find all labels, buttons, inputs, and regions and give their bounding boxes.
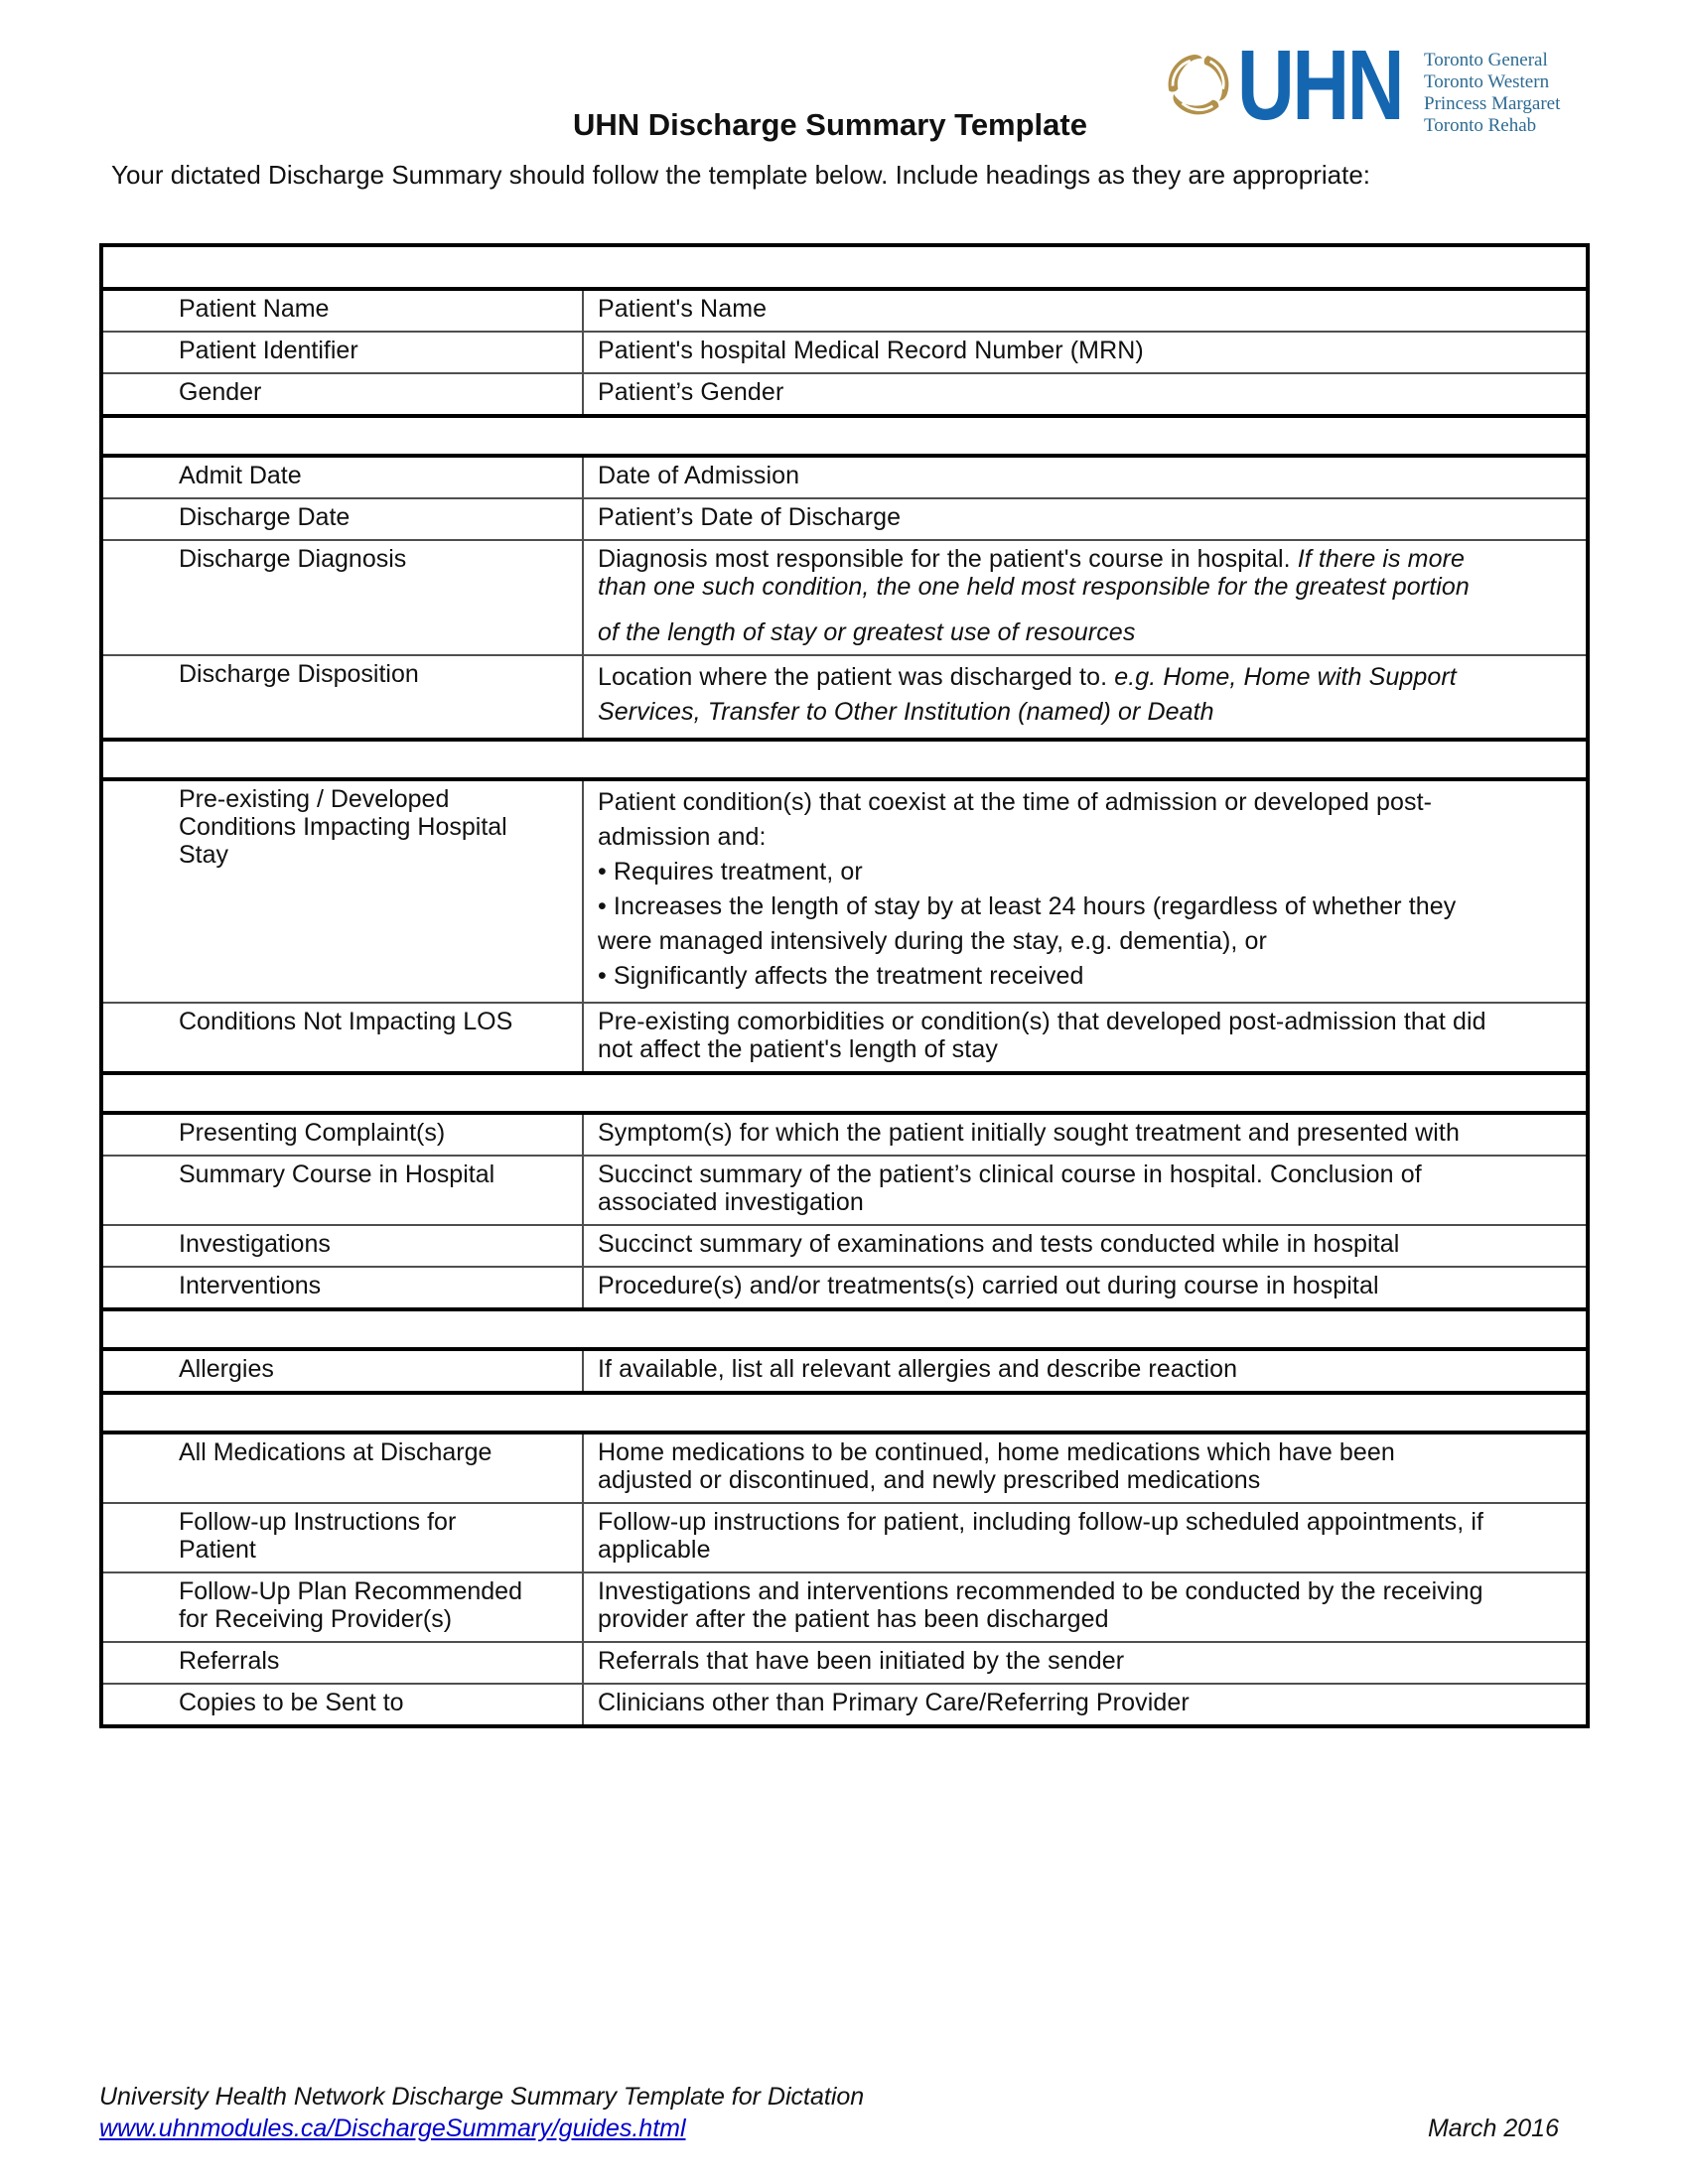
- row-label-cell: Follow-up Instructions for Patient: [103, 1504, 584, 1571]
- row-description-cell: [584, 458, 1586, 497]
- row-label-cell: All Medications at Discharge: [103, 1434, 584, 1502]
- hospital-name-item: Princess Margaret: [1424, 93, 1561, 114]
- uhn-acronym: UHN: [1237, 30, 1403, 141]
- table-row: [103, 331, 1586, 372]
- table-row: [103, 1431, 1586, 1502]
- description-paragraph: Patient’s Gender: [598, 378, 784, 406]
- row-label-cell: Allergies: [103, 1351, 584, 1391]
- description-paragraph: If available, list all relevant allergies and describe reaction: [598, 1355, 1238, 1383]
- table-row: [103, 1571, 1586, 1641]
- row-description-cell: [584, 1157, 1586, 1224]
- row-label-cell: Conditions Not Impacting LOS: [103, 1004, 584, 1071]
- table-row: [103, 287, 1586, 331]
- row-label-cell: Summary Course in Hospital: [103, 1157, 584, 1224]
- description-paragraph: Location where the patient was discharged to. e.g. Home, Home with Support Services, Transfer to Other Institution (named) or Death: [598, 663, 1457, 726]
- row-description-cell: [584, 1115, 1586, 1155]
- footer-date: March 2016: [1427, 2115, 1559, 2142]
- row-description-cell: [584, 781, 1586, 1002]
- description-paragraph: of the length of stay or greatest use of resources: [598, 618, 1136, 646]
- table-row: [103, 1683, 1586, 1724]
- row-label-cell: Follow-Up Plan Recommended for Receiving Provider(s): [103, 1573, 584, 1641]
- row-label-cell: Admit Date: [103, 458, 584, 497]
- row-description-cell: [584, 1643, 1586, 1683]
- row-label-cell: Referrals: [103, 1643, 584, 1683]
- table-row: [103, 654, 1586, 738]
- description-paragraph: • Increases the length of stay by at least 24 hours (regardless of whether they were managed intensively during the stay, e.g. dementia), or: [598, 892, 1457, 955]
- page-title: UHN Discharge Summary Template: [573, 107, 1087, 142]
- description-paragraph: • Requires treatment, or: [598, 858, 863, 886]
- description-paragraph: Pre-existing comorbidities or condition(s) that developed post-admission that did not affect the patient's length of stay: [598, 1008, 1486, 1063]
- table-spacer-row: [103, 247, 1586, 287]
- table-spacer-row: [103, 738, 1586, 777]
- row-description-cell: [584, 499, 1586, 539]
- row-label-cell: Interventions: [103, 1268, 584, 1307]
- row-label-cell: Copies to be Sent to: [103, 1685, 584, 1724]
- row-description-cell: [584, 656, 1586, 738]
- row-description-cell: [584, 1226, 1586, 1266]
- description-paragraph: Investigations and interventions recommended to be conducted by the receiving provider after the patient has been discharged: [598, 1577, 1483, 1633]
- table-row: [103, 372, 1586, 414]
- footer: [99, 2081, 864, 2144]
- description-paragraph: Follow-up instructions for patient, including follow-up scheduled appointments, if applicable: [598, 1508, 1484, 1564]
- description-paragraph: Clinicians other than Primary Care/Referring Provider: [598, 1689, 1190, 1716]
- description-paragraph: Succinct summary of examinations and tests conducted while in hospital: [598, 1230, 1400, 1258]
- row-label-cell: Patient Identifier: [103, 333, 584, 372]
- row-description-cell: [584, 1268, 1586, 1307]
- description-paragraph: • Significantly affects the treatment received: [598, 962, 1084, 990]
- table-row: [103, 777, 1586, 1002]
- description-paragraph: Referrals that have been initiated by the sender: [598, 1647, 1125, 1675]
- table-row: [103, 1641, 1586, 1683]
- description-paragraph: Procedure(s) and/or treatments(s) carried out during course in hospital: [598, 1272, 1379, 1299]
- description-paragraph: Diagnosis most responsible for the patient's course in hospital. If there is more than one such condition, the one held most responsible for the greatest portion: [598, 545, 1470, 601]
- table-row: [103, 539, 1586, 654]
- table-row: [103, 497, 1586, 539]
- row-description-cell: [584, 1573, 1586, 1641]
- table-row: [103, 1111, 1586, 1155]
- table-spacer-row: [103, 414, 1586, 454]
- hospital-name-item: Toronto General: [1424, 50, 1548, 70]
- hospital-name-item: Toronto Western: [1424, 71, 1550, 92]
- row-label-cell: Investigations: [103, 1226, 584, 1266]
- table-row: [103, 1266, 1586, 1307]
- row-description-cell: [584, 333, 1586, 372]
- intro-text: Your dictated Discharge Summary should follow the template below. Include headings as they are appropriate:: [111, 160, 1371, 190]
- row-description-cell: [584, 1351, 1586, 1391]
- row-description-cell: [584, 1504, 1586, 1571]
- description-paragraph: Date of Admission: [598, 462, 800, 489]
- discharge-table: [99, 243, 1590, 1728]
- hospital-name-item: Toronto Rehab: [1424, 115, 1537, 136]
- row-description-cell: [584, 1434, 1586, 1502]
- table-row: [103, 1224, 1586, 1266]
- description-paragraph: Patient’s Date of Discharge: [598, 503, 902, 531]
- row-label-cell: Discharge Date: [103, 499, 584, 539]
- description-paragraph: Patient's hospital Medical Record Number (MRN): [598, 337, 1144, 364]
- table-row: [103, 1502, 1586, 1571]
- table-spacer-row: [103, 1307, 1586, 1347]
- table-spacer-row: [103, 1071, 1586, 1111]
- table-row: [103, 454, 1586, 497]
- row-label-cell: Discharge Disposition: [103, 656, 584, 738]
- row-label-cell: Presenting Complaint(s): [103, 1115, 584, 1155]
- description-paragraph: Patient's Name: [598, 295, 768, 323]
- description-paragraph: Home medications to be continued, home medications which have been adjusted or discontinued, and newly prescribed medications: [598, 1438, 1395, 1494]
- row-description-cell: [584, 541, 1586, 654]
- description-paragraph: Patient condition(s) that coexist at the time of admission or developed post-admission and:: [598, 788, 1433, 851]
- footer-title: University Health Network Discharge Summary Template for Dictation: [99, 2083, 865, 2111]
- description-paragraph: Succinct summary of the patient’s clinical course in hospital. Conclusion of associated investigation: [598, 1160, 1422, 1216]
- table-spacer-row: [103, 1391, 1586, 1431]
- row-label-cell: Discharge Diagnosis: [103, 541, 584, 654]
- row-description-cell: [584, 291, 1586, 331]
- row-label-cell: Patient Name: [103, 291, 584, 331]
- table-row: [103, 1002, 1586, 1071]
- footer-link[interactable]: www.uhnmodules.ca/DischargeSummary/guides.html: [99, 2115, 686, 2142]
- row-description-cell: [584, 374, 1586, 414]
- table-row: [103, 1347, 1586, 1391]
- row-description-cell: [584, 1004, 1586, 1071]
- table-row: [103, 1155, 1586, 1224]
- description-paragraph: Symptom(s) for which the patient initially sought treatment and presented with: [598, 1119, 1460, 1147]
- row-description-cell: [584, 1685, 1586, 1724]
- row-label-cell: Gender: [103, 374, 584, 414]
- row-label-cell: Pre-existing / Developed Conditions Impacting Hospital Stay: [103, 781, 584, 1002]
